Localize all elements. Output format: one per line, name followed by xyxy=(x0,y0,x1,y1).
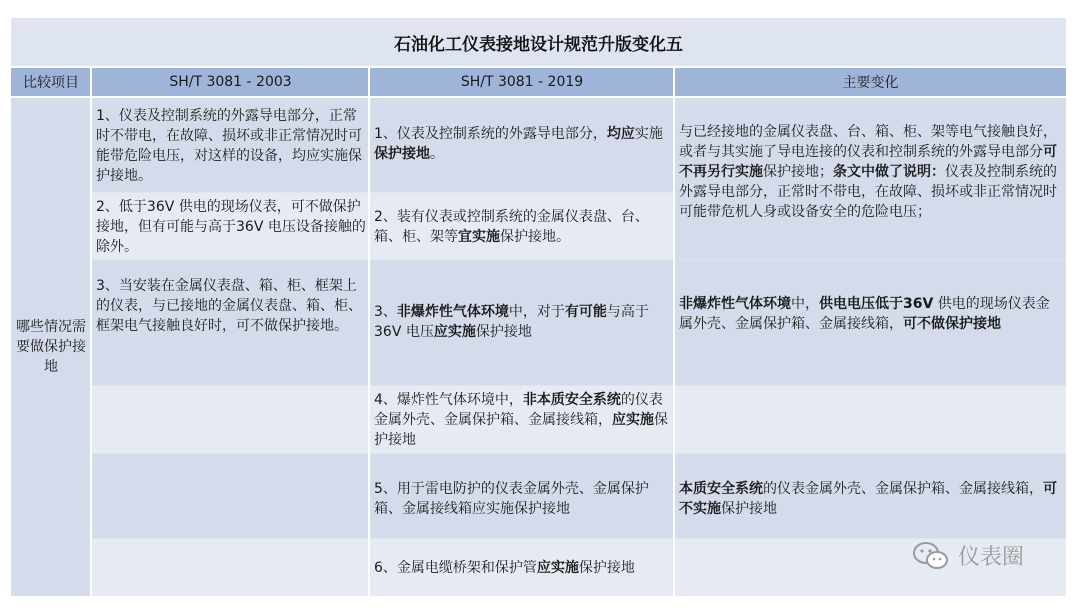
cell-2003-2 xyxy=(92,193,369,259)
cell-change-3 xyxy=(675,386,1066,453)
cell-2019-6 xyxy=(370,539,674,596)
cell-2019-5 xyxy=(370,454,674,538)
text-2003-3: 3、当安装在金属仪表盘、箱、柜、框架上的仪表，与已接地的金属仪表盘、箱、柜、框架电气接触良好时，可不做保护接地。 xyxy=(96,278,362,334)
header-item: 比较项目 xyxy=(11,67,91,97)
cell-2019-2 xyxy=(370,193,674,259)
text-2019-6: 6、金属电缆桥架和保护管应实施保护接地 xyxy=(374,560,635,576)
text-2003-2: 2、低于36V 供电的现场仪表，可不做保护接地，但有可能与高于36V 电压设备接触的除外。 xyxy=(96,199,366,255)
text-change-2: 非爆炸性气体环境中，供电电压低于36V 供电的现场仪表金属外壳、金属保护箱、金属接线箱，可不做保护接地 xyxy=(679,296,1050,332)
header-2003: SH/T 3081 - 2003 xyxy=(92,67,369,97)
row-label-cell xyxy=(11,98,91,596)
divider xyxy=(11,66,1066,68)
cell-2003-4 xyxy=(92,386,369,453)
header-change: 主要变化 xyxy=(675,67,1066,97)
text-2019-2: 2、装有仪表或控制系统的金属仪表盘、台、箱、柜、架等宜实施保护接地。 xyxy=(374,209,649,245)
cell-change-4 xyxy=(675,454,1066,538)
divider xyxy=(673,67,675,596)
row-label: 哪些情况需要做保护接地 xyxy=(16,319,86,375)
divider xyxy=(368,67,370,596)
text-2003-1: 1、仪表及控制系统的外露导电部分，正常时不带电，在故障、损坏或非正常情况时可能带危险电压，对这样的设备，均应实施保护接地。 xyxy=(96,108,362,184)
watermark-text: 仪表圈 xyxy=(958,545,1025,570)
divider xyxy=(90,67,92,596)
cell-change-2 xyxy=(675,260,1066,385)
watermark xyxy=(912,540,1024,571)
wechat-icon xyxy=(912,541,950,571)
table-title: 石油化工仪表接地设计规范升版变化五 xyxy=(11,18,1066,67)
cell-2003-6 xyxy=(92,539,369,596)
cell-2019-4 xyxy=(370,386,674,453)
text-2019-3: 3、非爆炸性气体环境中，对于有可能与高于36V 电压应实施保护接地 xyxy=(374,304,649,340)
cell-2019-3 xyxy=(370,260,674,385)
text-change-1: 与已经接地的金属仪表盘、台、箱、柜、架等电气接触良好，或者与其实施了导电连接的仪表和控制系统的外露导电部分可不再另行实施保护接地；条文中做了说明：仪表及控制系统的外露导电部分，正常时不带电，在故障、损坏或非正常情况时可能带危机人身或设备安全的危险电压； xyxy=(679,124,1057,220)
cell-change-1 xyxy=(675,98,1066,259)
text-2019-1: 1、仪表及控制系统的外露导电部分，均应实施保护接地。 xyxy=(374,126,663,162)
divider xyxy=(11,96,1066,98)
text-2019-4: 4、爆炸性气体环境中，非本质安全系统的仪表金属外壳、金属保护箱、金属接线箱，应实施保护接地 xyxy=(374,392,668,448)
cell-2003-3 xyxy=(92,260,369,385)
header-2019: SH/T 3081 - 2019 xyxy=(370,67,674,97)
cell-2019-1 xyxy=(370,98,674,192)
cell-2003-1 xyxy=(92,98,369,192)
text-2019-5: 5、用于雷电防护的仪表金属外壳、金属保护箱、金属接线箱应实施保护接地 xyxy=(374,481,649,517)
text-change-4: 本质安全系统的仪表金属外壳、金属保护箱、金属接线箱，可不实施保护接地 xyxy=(679,481,1057,517)
cell-2003-5 xyxy=(92,454,369,538)
